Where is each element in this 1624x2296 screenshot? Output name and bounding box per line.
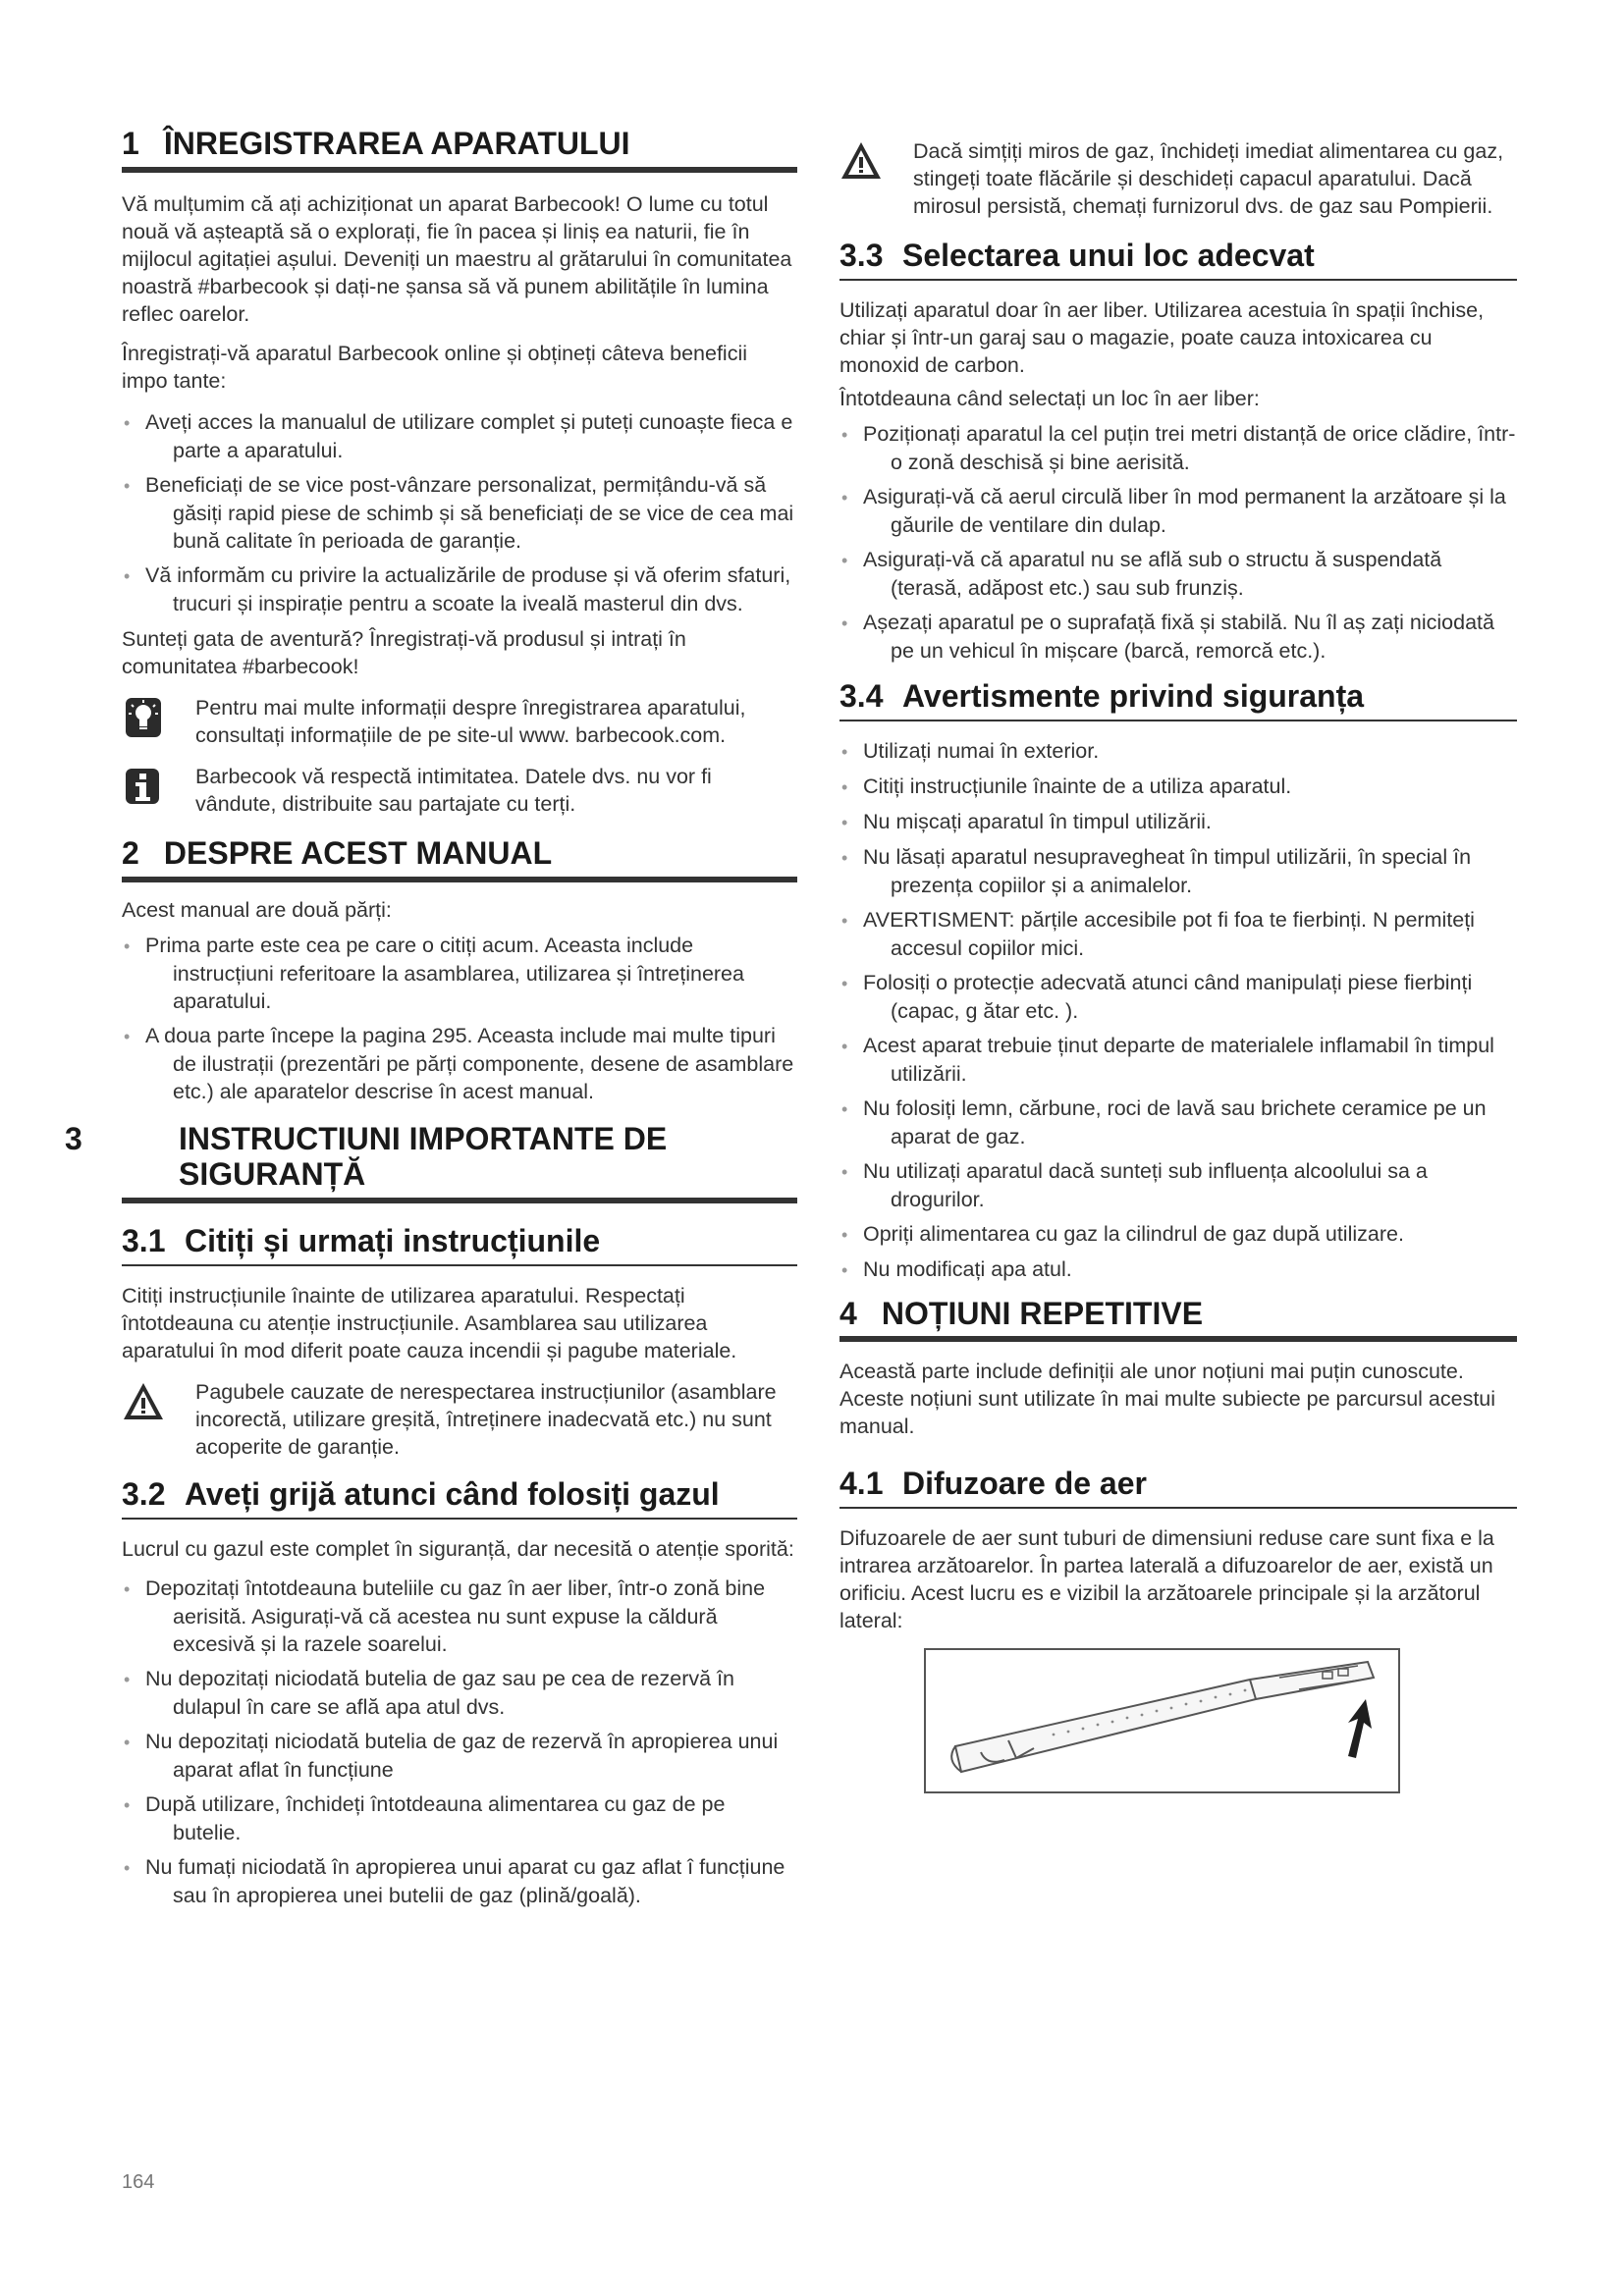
info-note (122, 763, 797, 818)
list-item: • Beneficiați de se vice post-vânzare personalizat, permițându-vă să găsiți rapid piese de schimb și să beneficiați de se vice de cea mai bună calitate în perioada de garanție. (122, 471, 797, 555)
paragraph: Acest manual are două părți: (122, 897, 392, 922)
list-item: • Nu depozitați niciodată butelia de gaz sau pe cea de rezervă în dulapul în care se află apa atul dvs. (122, 1665, 797, 1721)
section-3-3-heading (839, 238, 1517, 281)
list-item: • Acest aparat trebuie ținut departe de materialele inflamabil în timpul utilizării. (839, 1032, 1517, 1088)
section-3-4-heading (839, 678, 1517, 721)
list-item: • Depozitați întotdeauna buteliile cu gaz în aer liber, într-o zonă bine aerisită. Asigurați-vă că acestea nu sunt expuse la căldură excesivă și la razele soarelui. (122, 1575, 797, 1658)
info-note-text: Barbecook vă respectă intimitatea. Datele dvs. nu vor fi vândute, distribuite sau partajate cu terți. (195, 764, 712, 816)
list-item: • Vă informăm cu privire la actualizările de produse și vă oferim sfaturi, trucuri și inspirație pentru a scoate la iveală masterul din dvs. (122, 561, 797, 617)
section-number: 3.1 (122, 1223, 166, 1259)
bullet-list (122, 408, 797, 617)
list-item: • Asigurați-vă că aerul circulă liber în mod permanent la arzătoare și la găurile de ventilare din dulap. (839, 483, 1517, 539)
section-number: 3.2 (122, 1475, 166, 1512)
gas-warning-note (839, 137, 1517, 220)
paragraph: Sunteți gata de aventură? Înregistrați-vă produsul și intrați în comunitatea #barbecook! (122, 626, 686, 678)
bullet-list (122, 932, 797, 1105)
list-item: • Nu lăsați aparatul nesupravegheat în timpul utilizării, în special în prezența copiilor și a animalelor. (839, 843, 1517, 899)
section-number: 3 (65, 1120, 82, 1156)
section-3-rule (122, 1198, 797, 1203)
section-title: DESPRE ACEST MANUAL (163, 834, 553, 871)
list-item: • Poziționați aparatul la cel puțin trei metri distanță de orice clădire, într-o zonă deschisă și bine aerisită. (839, 420, 1517, 476)
warning-note (122, 1378, 797, 1461)
lightbulb-icon (122, 696, 165, 739)
section-number: 1 (122, 126, 139, 161)
bullet-list (839, 420, 1517, 665)
list-item: • Utilizați numai în exterior. (839, 737, 1517, 766)
list-item: • Nu utilizați aparatul dacă sunteți sub influența alcoolului sa a drogurilor. (839, 1157, 1517, 1213)
section-number: 4 (839, 1295, 857, 1331)
list-item: • Nu folosiți lemn, cărbune, roci de lavă sau brichete ceramice pe un aparat de gaz. (839, 1095, 1517, 1150)
list-item: • Opriți alimentarea cu gaz la cilindrul de gaz după utilizare. (839, 1220, 1517, 1249)
list-item: • Citiți instrucțiunile înainte de a utiliza aparatul. (839, 773, 1517, 801)
paragraph: Întotdeauna când selectați un loc în aer liber: (839, 386, 1260, 410)
paragraph: Această parte include definiții ale unor noțiuni mai puțin cunoscute. Aceste noțiuni sunt utilizate în mai multe subiecte pe parcursul acestui manual. (839, 1360, 1496, 1439)
list-item: • Așezați aparatul pe o suprafață fixă și stabilă. Nu îl aș zați niciodată pe un vehicul în mișcare (barcă, remorcă etc.). (839, 609, 1517, 665)
section-2-heading (122, 835, 797, 882)
warning-triangle-icon (122, 1380, 165, 1423)
list-item: • Aveți acces la manualul de utilizare complet și puteți cunoaște fieca e parte a aparatului. (122, 408, 797, 464)
list-item: • Prima parte este cea pe care o citiți acum. Aceasta include instrucțiuni referitoare la asamblarea, utilizarea și întreținerea aparatului. (122, 932, 797, 1015)
list-item: • După utilizare, închideți întotdeauna alimentarea cu gaz de pe butelie. (122, 1790, 797, 1846)
section-3-1-heading (122, 1223, 797, 1266)
burner-tube-illustration (926, 1650, 1398, 1791)
list-item: • Folosiți o protecție adecvată atunci când manipulați piese fierbinți (capac, g ătar etc. ). (839, 969, 1517, 1025)
list-item: • Nu depozitați niciodată butelia de gaz de rezervă în apropierea unui aparat aflat în funcțiune (122, 1728, 797, 1784)
gas-warning-text: Dacă simțiți miros de gaz, închideți imediat alimentarea cu gaz, stingeți toate flăcările și deschideți capacul aparatului. Dacă mirosul persistă, chemați furnizorul dvs. de gaz sau Pompierii. (913, 139, 1504, 218)
section-title: Citiți și urmați instrucțiunile (185, 1223, 601, 1259)
list-item: • A doua parte începe la pagina 295. Aceasta include mai multe tipuri de ilustrații (prezentări pe părți componente, desene de asamblare etc.) ale aparatelor descrise în acest manual. (122, 1022, 797, 1105)
list-item: • Nu modificați apa atul. (839, 1255, 1517, 1284)
bullet-list (839, 737, 1517, 1284)
section-title: ÎNREGISTRAREA APARATULUI (163, 126, 630, 161)
list-item: • AVERTISMENT: părțile accesibile pot fi foa te fierbinți. N permiteți accesul copiilor mici. (839, 906, 1517, 962)
warning-triangle-icon (839, 139, 883, 183)
paragraph: Utilizați aparatul doar în aer liber. Utilizarea acestuia în spații închise, chiar și într-un garaj sau o magazie, poate cauza intoxicarea cu monoxid de carbon. (839, 297, 1485, 377)
section-number: 3.3 (839, 238, 884, 273)
section-title: Avertismente privind siguranța (902, 677, 1365, 714)
paragraph: Lucrul cu gazul este complet în siguranță, dar necesită o atenție sporită: (122, 1536, 794, 1561)
list-item: • Asigurați-vă că aparatul nu se află sub o structu ă suspendată (terasă, adăpost etc.) sau sub frunziș. (839, 546, 1517, 602)
section-1-heading (122, 126, 797, 173)
paragraph: Vă mulțumim că ați achiziționat un aparat Barbecook! O lume cu totul nouă vă așteaptă să o explorați, fie în pacea și liniș ea naturii, fie în mijlocul agitației așului. Deveniți un maestru al grătarului în comunitatea noastră #barbecook și dați-ne șansa să vă punem abilitățile în lumina reflec oarelor. (122, 191, 792, 326)
left-column (65, 126, 797, 1909)
section-number: 2 (122, 834, 139, 871)
section-title: Aveți grijă atunci când folosiți gazul (185, 1475, 720, 1512)
warning-note-text: Pagubele cauzate de nerespectarea instrucțiunilor (asamblare incorectă, utilizare greșită, întreținere inadecvată etc.) nu sunt acoperite de garanție. (195, 1379, 777, 1459)
section-4-1-heading (839, 1466, 1517, 1509)
section-number: 4.1 (839, 1466, 884, 1502)
tip-note (122, 694, 797, 749)
section-title: Selectarea unui loc adecvat (902, 238, 1315, 273)
section-title: NOȚIUNI REPETITIVE (881, 1295, 1204, 1331)
right-column (839, 126, 1517, 1793)
section-title: INSTRUCTIUNI IMPORTANTE DE SIGURANȚĂ (179, 1120, 668, 1193)
info-icon (122, 765, 165, 808)
section-title: Difuzoare de aer (902, 1466, 1147, 1502)
section-3-heading (65, 1120, 797, 1194)
section-number: 3.4 (839, 677, 884, 714)
page-number: 164 (122, 2171, 155, 2193)
list-item: • Nu fumați niciodată în apropierea unui aparat cu gaz aflat î funcțiune sau în apropierea unei butelii de gaz (plină/goală). (122, 1853, 797, 1909)
list-item: • Nu mișcați aparatul în timpul utilizării. (839, 808, 1517, 836)
section-3-2-heading (122, 1476, 797, 1520)
paragraph: Difuzoarele de aer sunt tuburi de dimensiuni reduse care sunt fixa e la intrarea arzătoarelor. În partea laterală a difuzoarelor de aer, există un orificiu. Acest lucru es e vizibil la arzătoarele principale și la arzătorul lateral: (839, 1526, 1494, 1633)
arrow-icon (1348, 1699, 1372, 1758)
bullet-list (122, 1575, 797, 1909)
tip-note-text: Pentru mai multe informații despre înregistrarea aparatului, consultați informațiile de pe site-ul www. barbecook.com. (195, 695, 746, 747)
air-diffuser-figure (924, 1648, 1400, 1793)
paragraph: Înregistrați-vă aparatul Barbecook online și obțineți câteva beneficii impo tante: (122, 341, 748, 393)
section-4-heading (839, 1296, 1517, 1343)
paragraph: Citiți instrucțiunile înainte de utilizarea aparatului. Respectați întotdeauna cu atenție instrucțiunile. Asamblarea sau utilizarea aparatului în mod diferit poate cauza incendii și pagube materiale. (122, 1283, 737, 1362)
